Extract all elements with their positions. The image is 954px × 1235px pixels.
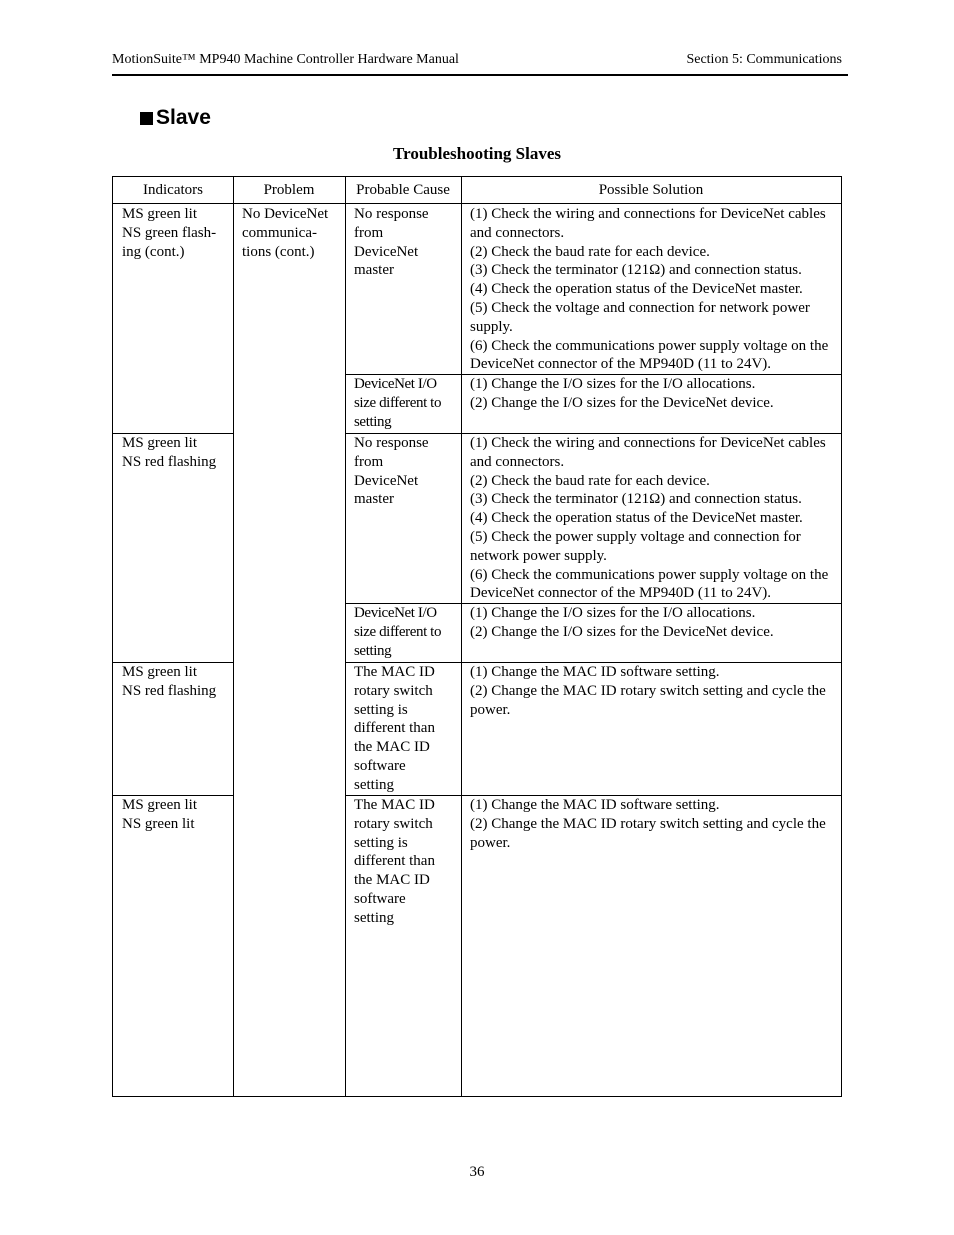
solution-step: (3) Check the terminator (121Ω) and connection status. bbox=[470, 262, 802, 279]
solution-step: (2) Change the I/O sizes for the DeviceNet device. bbox=[470, 394, 774, 411]
cause-cell: DeviceNet I/O size different to setting bbox=[354, 605, 442, 659]
table-title: Troubleshooting Slaves bbox=[393, 144, 561, 163]
indicator-cell: MS green lit NS green flash- ing (cont.) bbox=[122, 206, 217, 260]
solution-step: (6) Check the communications power supply voltage on the DeviceNet connector of the MP940D (11 to 24V). bbox=[470, 566, 829, 602]
troubleshooting-table bbox=[112, 176, 842, 1097]
column-header-indicators: Indicators bbox=[143, 182, 203, 198]
solution-step: (1) Check the wiring and connections for DeviceNet cables and connectors. bbox=[470, 206, 826, 241]
solution-step: (2) Change the I/O sizes for the DeviceNet device. bbox=[470, 623, 774, 640]
column-header-cause: Probable Cause bbox=[356, 182, 450, 198]
problem-cell: No DeviceNet communica- tions (cont.) bbox=[242, 206, 329, 260]
solution-step: (3) Check the terminator (121Ω) and connection status. bbox=[470, 491, 802, 508]
page-header bbox=[112, 52, 848, 76]
page-number: 36 bbox=[469, 1164, 485, 1180]
cause-cell: The MAC ID rotary switch setting is different than the MAC ID software setting bbox=[354, 797, 435, 926]
section-heading bbox=[140, 106, 211, 130]
solution-step: (1) Change the I/O sizes for the I/O allocations. bbox=[470, 605, 756, 621]
solution-step: (1) Change the I/O sizes for the I/O allocations. bbox=[470, 376, 756, 392]
square-bullet-icon bbox=[140, 112, 153, 125]
column-divider bbox=[461, 177, 462, 1096]
solution-step: (4) Check the operation status of the DeviceNet master. bbox=[470, 281, 803, 298]
manual-title: MotionSuite™ MP940 Machine Controller Hardware Manual bbox=[112, 52, 459, 67]
indicator-cell: MS green lit NS red flashing bbox=[122, 664, 217, 699]
solution-cell bbox=[470, 205, 836, 374]
solution-step: (5) Check the voltage and connection for network power supply. bbox=[470, 299, 810, 335]
section-heading-text: Slave bbox=[156, 106, 211, 129]
column-divider bbox=[345, 177, 346, 1096]
solution-step: (1) Check the wiring and connections for DeviceNet cables and connectors. bbox=[470, 435, 826, 470]
solution-step: (2) Change the MAC ID rotary switch setting and cycle the power. bbox=[470, 682, 826, 718]
solution-cell bbox=[470, 663, 836, 719]
column-divider bbox=[233, 177, 234, 1096]
cause-cell: DeviceNet I/O size different to setting bbox=[354, 376, 442, 430]
solution-cell bbox=[470, 796, 836, 852]
solution-step: (2) Change the MAC ID rotary switch setting and cycle the power. bbox=[470, 815, 826, 851]
cause-cell: No response from DeviceNet master bbox=[354, 435, 429, 508]
header-divider bbox=[113, 203, 841, 204]
solution-step: (1) Change the MAC ID software setting. bbox=[470, 664, 720, 680]
indicator-cell: MS green lit NS red flashing bbox=[122, 435, 217, 470]
solution-cell bbox=[470, 604, 836, 642]
section-label: Section 5: Communications bbox=[686, 52, 842, 67]
solution-step: (2) Check the baud rate for each device. bbox=[470, 472, 710, 489]
solution-step: (1) Change the MAC ID software setting. bbox=[470, 797, 720, 813]
solution-step: (5) Check the power supply voltage and connection for network power supply. bbox=[470, 528, 801, 564]
column-header-solution: Possible Solution bbox=[598, 182, 704, 198]
column-header-problem: Problem bbox=[263, 182, 315, 198]
cause-cell: No response from DeviceNet master bbox=[354, 206, 429, 279]
cause-cell: The MAC ID rotary switch setting is different than the MAC ID software setting bbox=[354, 664, 435, 793]
solution-step: (4) Check the operation status of the DeviceNet master. bbox=[470, 510, 803, 527]
indicator-cell: MS green lit NS green lit bbox=[122, 797, 197, 832]
solution-cell bbox=[470, 375, 836, 413]
solution-step: (2) Check the baud rate for each device. bbox=[470, 243, 710, 260]
solution-cell bbox=[470, 434, 836, 603]
solution-step: (6) Check the communications power supply voltage on the DeviceNet connector of the MP940D (11 to 24V). bbox=[470, 337, 829, 373]
